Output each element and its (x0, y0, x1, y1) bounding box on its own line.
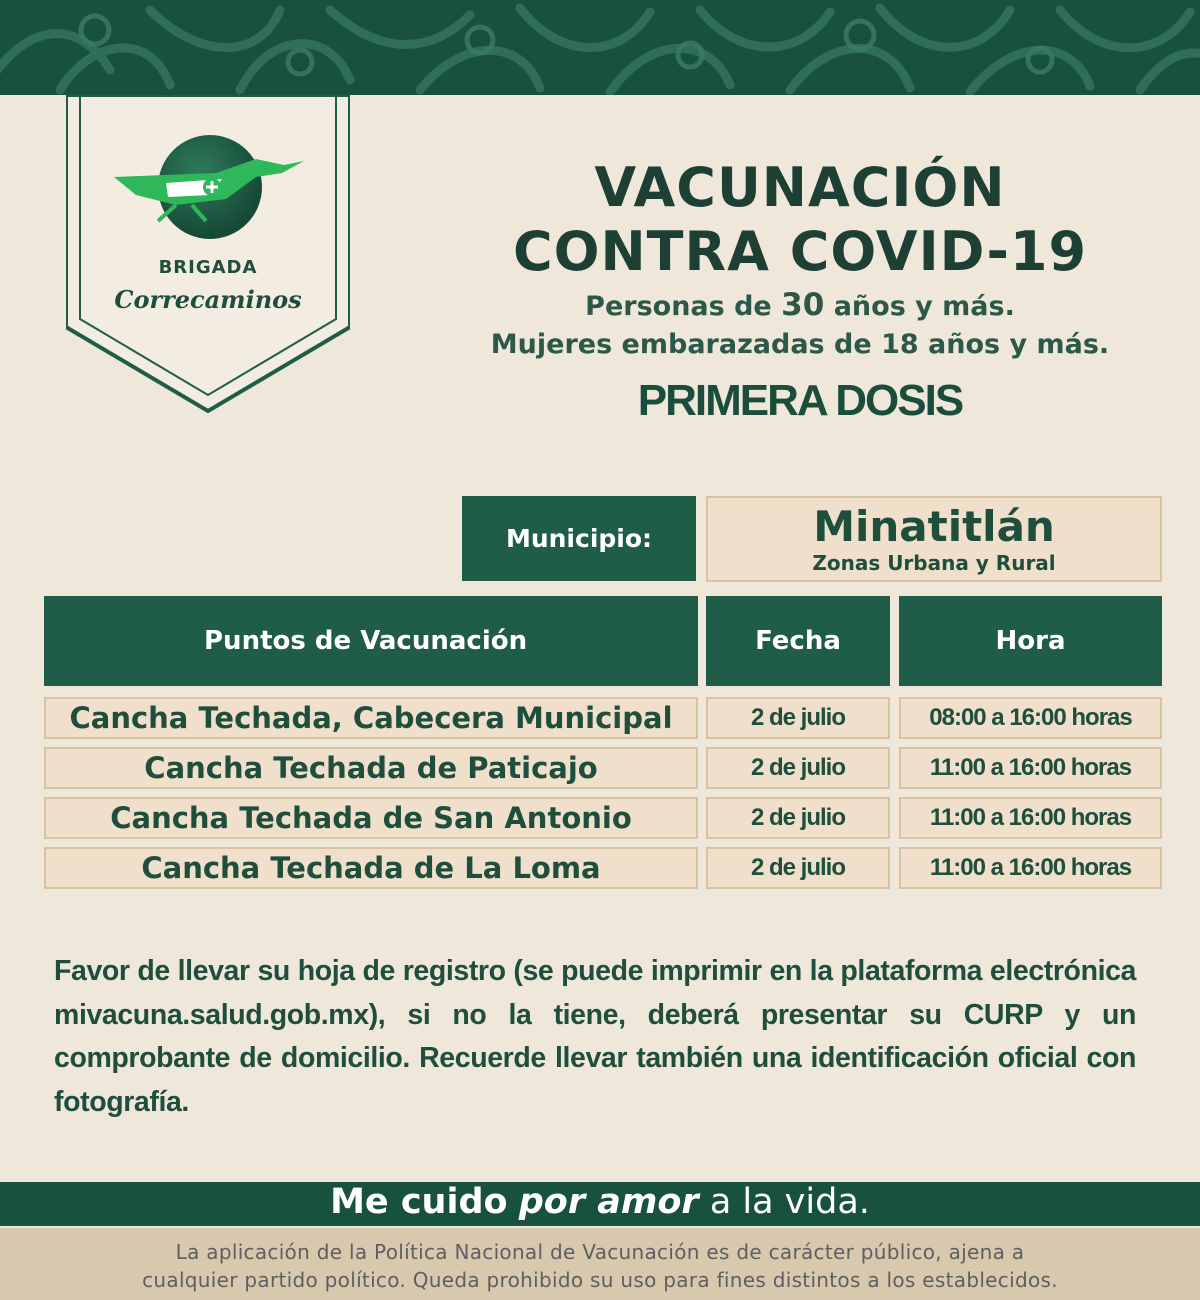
row-time: 11:00 a 16:00 horas (899, 797, 1162, 839)
pattern-decoration (0, 0, 1200, 95)
table-row (0, 847, 1200, 889)
slogan-italic: por amor (518, 1182, 699, 1222)
audience-line-1 (440, 287, 1160, 323)
row-point: Cancha Techada de Paticajo (44, 747, 698, 789)
title-line-2: CONTRA COVID-19 (512, 220, 1088, 283)
row-date: 2 de julio (706, 747, 890, 789)
slogan-bold: Me cuido (330, 1182, 508, 1222)
row-point: Cancha Techada, Cabecera Municipal (44, 697, 698, 739)
municipality-name: Minatitlán (813, 502, 1055, 551)
audience-age: 30 (781, 287, 825, 323)
row-date: 2 de julio (706, 697, 890, 739)
row-point: Cancha Techada de San Antonio (44, 797, 698, 839)
audience-prefix: Personas de (585, 291, 782, 322)
row-date: 2 de julio (706, 797, 890, 839)
legal-disclaimer (0, 1228, 1200, 1300)
row-time: 08:00 a 16:00 horas (899, 697, 1162, 739)
municipality-zones: Zonas Urbana y Rural (812, 551, 1056, 575)
table-row (0, 697, 1200, 739)
municipality-value-box (706, 496, 1162, 582)
row-date: 2 de julio (706, 847, 890, 889)
slogan-bar (0, 1182, 1200, 1226)
table-header-date: Fecha (706, 596, 890, 686)
row-time: 11:00 a 16:00 horas (899, 847, 1162, 889)
requirements-note: Favor de llevar su hoja de registro (se puede imprimir en la plataforma electrónica mivacuna.salud.gob.mx), si no la tiene, deberá presentar su CURP y un comprobante de domicilio. Recuerde llevar también una identificación oficial con fotografía. (54, 955, 1136, 1118)
legal-line-1: La aplicación de la Política Nacional de Vacunación es de carácter público, ajena a (175, 1240, 1025, 1264)
table-row (0, 747, 1200, 789)
slogan-rest: a la vida. (709, 1182, 870, 1222)
table-header-time: Hora (899, 596, 1162, 686)
table-row (0, 797, 1200, 839)
logo-brigada-text: BRIGADA (158, 257, 258, 278)
roadrunner-icon (106, 155, 316, 225)
dose-heading: PRIMERA DOSIS (637, 376, 963, 425)
audience-suffix: años y más. (824, 291, 1015, 322)
row-time: 11:00 a 16:00 horas (899, 747, 1162, 789)
title-line-1: VACUNACIÓN (594, 156, 1006, 219)
brigada-logo-ribbon (66, 95, 350, 413)
audience-line-2: Mujeres embarazadas de 18 años y más. (490, 329, 1110, 360)
logo-correcaminos-text: Correcaminos (114, 285, 302, 314)
row-point: Cancha Techada de La Loma (44, 847, 698, 889)
municipality-label: Municipio: (462, 496, 696, 581)
legal-line-2: cualquier partido político. Queda prohibido su uso para fines distintos a los establecidos. (142, 1268, 1058, 1292)
top-decorative-band (0, 0, 1200, 95)
table-header-points: Puntos de Vacunación (44, 596, 698, 686)
